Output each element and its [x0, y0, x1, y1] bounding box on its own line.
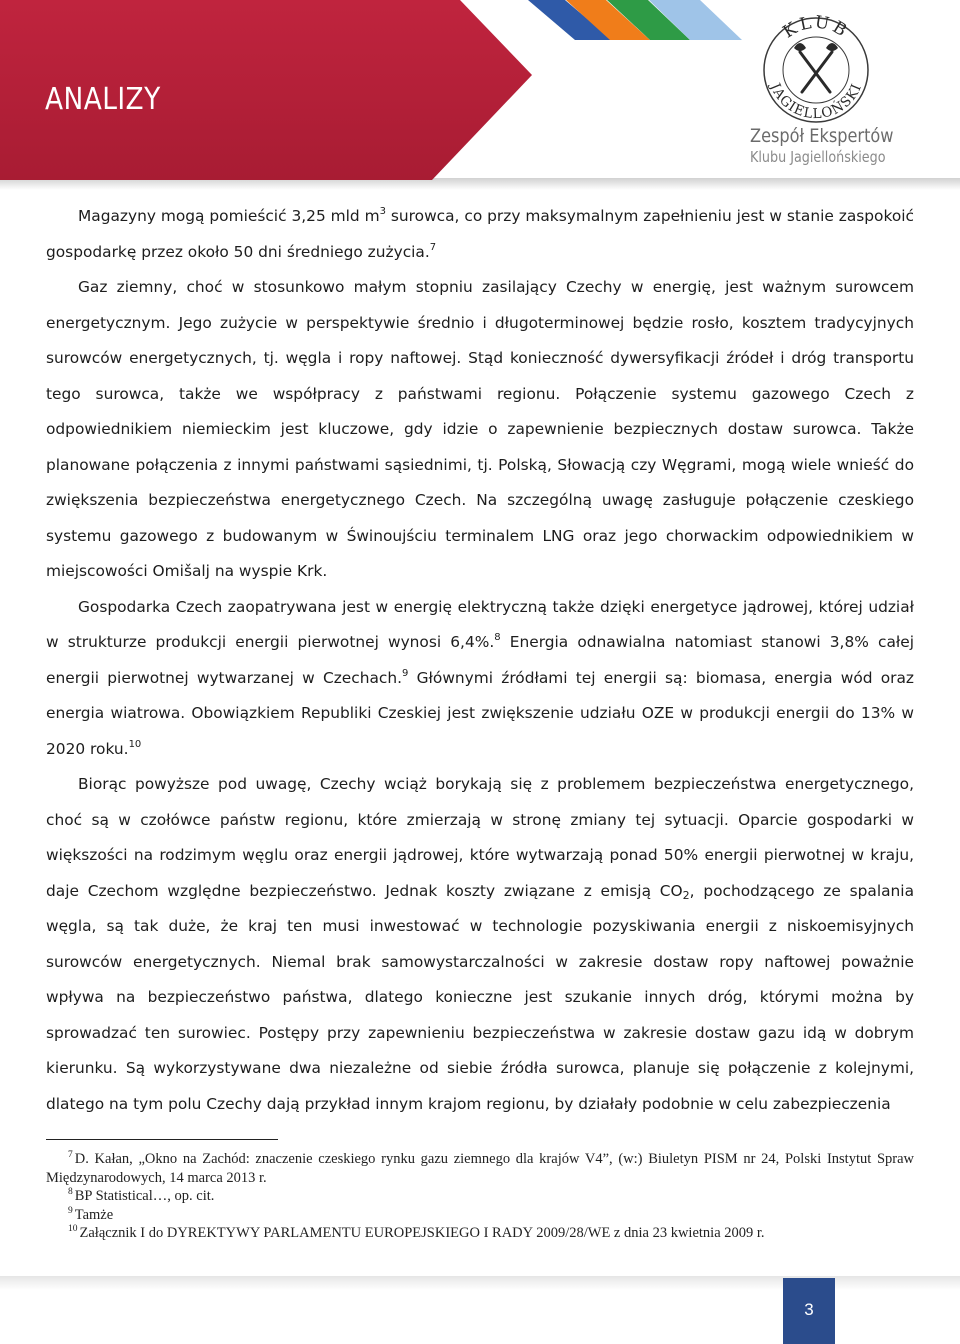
footnote-8: $^8$ BP Statistical…, op. cit. [68, 1187, 215, 1204]
article-body [46, 199, 914, 1122]
svg-text:KLUB [779, 12, 852, 42]
paragraph-1: Magazyny mogą pomieścić 3,25 mld $m^3$ surowca, co przy maksymalnym zapełnieniu jest w stanie zaspokoić gospodarkę przez około 50 dni średniego zużycia.$^7$ [46, 206, 914, 261]
logo-arc-top: KLUB [779, 12, 853, 43]
logo-arc-bottom: JAGIELLOŃSKI [766, 81, 866, 123]
paragraph-2: Gaz ziemny, choć w stosunkowo małym stopniu zasilający Czechy w energię, jest ważnym surowcem energetycznym. Jego zużycie w perspektywie średnio i długoterminowej będzie rosło, kosztem tradycyjnych surowców energetycznych, tj. węgla i ropy naftowej. Stąd konieczność dywersyfikacji źródeł i dróg transportu tego surowca, także we współpracy z państwami regionu. Połączenie systemu gazowego Czech z odpowiednikiem niemieckim jest kluczowe, gdy idzie o zapewnienie bezpiecznych dostaw surowca. Także planowane połączenia z innymi państwami sąsiednimi, tj. Polską, Słowacją czy Węgrami, mogą wiele wnieść do zwiększenia bezpieczeństwa energetycznego Czech. Na szczególną uwagę zasługuje połączenie czeskiego systemu gazowego z budowanym w Świnoujściu terminalem LNG oraz jego chorwackim odpowiednikiem w miejscowości Omišalj na wyspie Krk. [46, 278, 914, 580]
footnotes [46, 1150, 914, 1243]
paragraph-3: Gospodarka Czech zaopatrywana jest w energię elektryczną także dzięki energetyce jądrowej, której udział w strukturze produkcji energii pierwotnej wynosi 6,4%.$^8$ Energia odnawialna natomiast stanowi 3,8% całej energii pierwotnej wytwarzanej w Czechach.$^9$ Głównymi źródłami tej energii są: biomasa, energia wód oraz energia wiatrowa. Obowiązkiem Republiki Czeskiej jest zwiększenie udziału OZE w produkcji energii do 13% w 2020 roku.$^{10}$ [46, 597, 914, 758]
footnote-separator [46, 1139, 278, 1140]
logo-title: Zespół Ekspertów [750, 125, 894, 147]
footnote-10: $^{10}$ Załącznik I do DYREKTYWY PARLAMENTU EUROPEJSKIEGO I RADY 2009/28/WE z dnia 23 kwietnia 2009 r. [68, 1224, 765, 1241]
section-title: ANALIZY [45, 82, 161, 117]
crossed-torches-icon [800, 52, 832, 92]
footnote-ref-10: 10 [128, 738, 142, 750]
page-number: 3 [783, 1278, 835, 1344]
footnote-9: $^9$ Tamże [68, 1205, 114, 1223]
footnote-ref-8: 8 [494, 632, 501, 643]
paragraph-4: Biorąc powyższe pod uwagę, Czechy wciąż borykają się z problemem bezpieczeństwa energetycznego, choć są w czołówce państw regionu, które zmierzają w stronę zmiany tej sytuacji. Oparcie gospodarki w większości na rodzimym węglu oraz energii jądrowej, które wytwarzają ponad 50% energii pierwotnej w kraju, daje Czechom względne bezpieczeństwo. Jednak koszty związane z emisją $CO_2$, pochodzącego ze spalania węgla, są tak duże, że kraj ten musi inwestować w technologie pozyskiwania energii z niskoemisyjnych surowców energetycznych. Niemal brak samowystarczalności w zakresie dostaw ropy naftowej poważnie wpływa na bezpieczeństwo państwa, dlatego konieczne jest szukanie innych dróg, którymi można by sprowadzać ten surowiec. Postępy przy zapewnieniu bezpieczeństwa w zakresie dostaw gazu idą w dobrym kierunku. Są wykorzystywane dwa niezależne od siebie źródła surowca, planuje się połączenie z kolejnymi, dlatego na tym polu Czechy dają przykład innym krajom regionu, by działały podobnie w celu zabezpieczenia [46, 775, 915, 1113]
club-logo-emblem [764, 12, 868, 122]
logo-subtitle: Klubu Jagiellońskiego [750, 148, 886, 166]
page-header [0, 0, 960, 190]
svg-text:JAGIELLOŃSKI [766, 79, 865, 122]
footnote-ref-7: 7 [429, 241, 437, 253]
footnote-7: $^7$ D. Kałan, „Okno na Zachód: znaczenie czeskiego rynku gazu ziemnego dla krajów V4”, (w:) Biuletyn PISM nr 24, Polski Instytut Spraw Międzynarodowych, 14 marca 2013 r. [46, 1150, 914, 1186]
footnote-ref-9: 9 [402, 667, 409, 679]
